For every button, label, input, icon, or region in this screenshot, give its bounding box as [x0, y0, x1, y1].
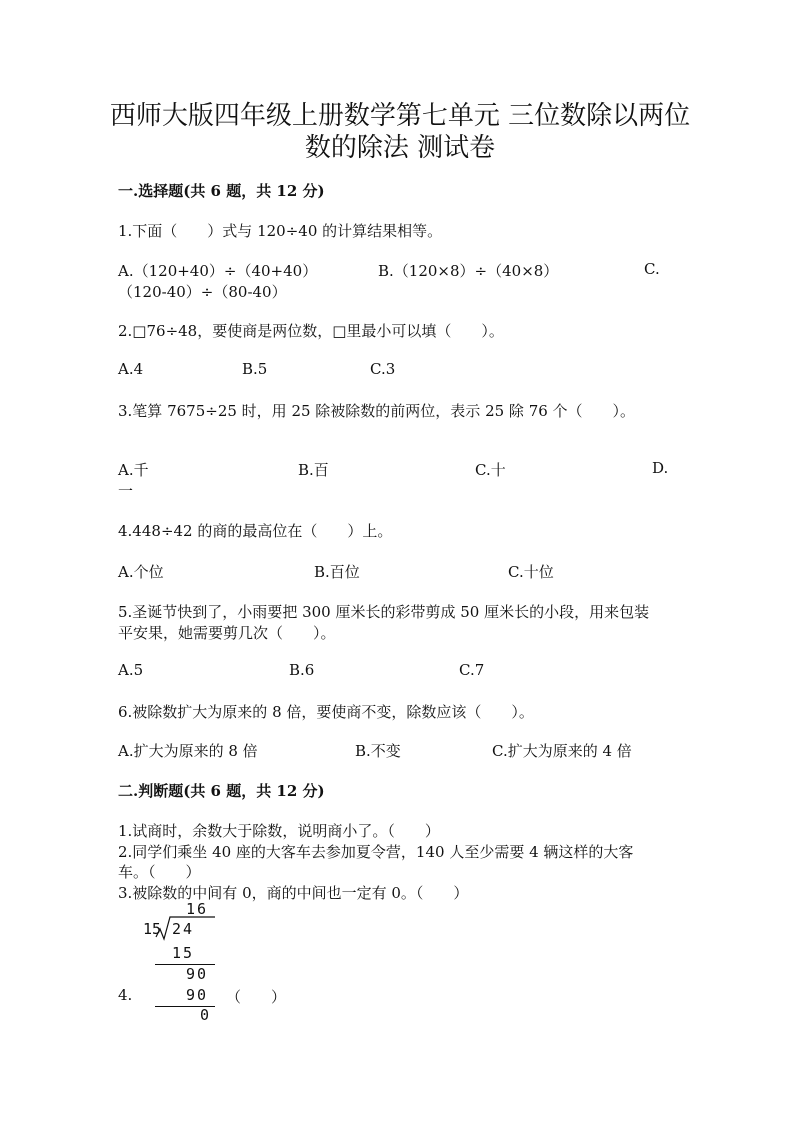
- question-4-stem: 4.448÷42 的商的最高位在（ ）上。: [118, 522, 393, 540]
- question-1-stem: 1.下面（ ）式与 120÷40 的计算结果相等。: [118, 222, 443, 240]
- long-division-remainder: 0: [200, 1006, 212, 1024]
- question-3-stem: 3.笔算 7675÷25 时，用 25 除被除数的前两位，表示 25 除 76 个（ ）。: [118, 402, 636, 420]
- question-6-option-c: C.扩大为原来的 4 倍: [492, 742, 632, 760]
- long-division-dividend: 24: [172, 920, 195, 938]
- long-division-divisor: 15: [143, 920, 162, 938]
- question-6-option-a: A.扩大为原来的 8 倍: [118, 742, 258, 760]
- judgement-4-number: 4.: [118, 986, 133, 1004]
- section-heading-choice: 一.选择题(共 6 题，共 12 分): [118, 182, 325, 200]
- question-4-option-c: C.十位: [508, 563, 554, 581]
- question-3-option-a: A.千: [118, 461, 149, 479]
- question-2-stem: 2.□76÷48，要使商是两位数，□里最小可以填（ ）。: [118, 322, 504, 340]
- judgement-4-paren: （ ）: [226, 988, 287, 1006]
- question-4-option-a: A.个位: [118, 563, 164, 581]
- question-1-option-c-text: （120-40）÷（80-40）: [118, 283, 287, 301]
- long-division-quotient: 16: [186, 900, 209, 918]
- question-1-option-b: B.（120×8）÷（40×8）: [378, 262, 559, 280]
- question-5-option-a: A.5: [118, 661, 144, 679]
- question-3-option-d: D.: [652, 459, 669, 477]
- long-division-step3: 90: [186, 986, 209, 1004]
- question-2-option-c: C.3: [370, 360, 396, 378]
- long-division-step1: 15: [172, 944, 195, 962]
- question-2-option-b: B.5: [242, 360, 268, 378]
- question-3-option-d-text: 一: [118, 482, 134, 500]
- judgement-2-line1: 2.同学们乘坐 40 座的大客车去参加夏令营，140 人至少需要 4 辆这样的大客: [118, 843, 634, 861]
- question-6-option-b: B.不变: [355, 742, 401, 760]
- question-1-option-c: C.: [644, 260, 660, 278]
- question-2-option-a: A.4: [118, 360, 144, 378]
- page-title-line2: 数的除法 测试卷: [304, 133, 496, 163]
- question-3-option-b: B.百: [298, 461, 329, 479]
- section-heading-judgement: 二.判断题(共 6 题，共 12 分): [118, 782, 325, 800]
- question-4-option-b: B.百位: [314, 563, 360, 581]
- page-title-line1: 西师大版四年级上册数学第七单元 三位数除以两位: [109, 101, 691, 131]
- judgement-3: 3.被除数的中间有 0，商的中间也一定有 0。（ ）: [118, 884, 469, 902]
- question-6-stem: 6.被除数扩大为原来的 8 倍，要使商不变，除数应该（ ）。: [118, 703, 534, 721]
- question-1-option-a: A.（120+40）÷（40+40）: [118, 262, 318, 280]
- judgement-1: 1.试商时，余数大于除数，说明商小了。（ ）: [118, 822, 440, 840]
- question-5-stem-line2: 平安果，她需要剪几次（ ）。: [118, 624, 336, 642]
- judgement-2-line2: 车。（ ）: [118, 863, 201, 881]
- long-division-step2: 90: [186, 965, 209, 983]
- question-3-option-c: C.十: [475, 461, 506, 479]
- question-5-stem-line1: 5.圣诞节快到了，小雨要把 300 厘米长的彩带剪成 50 厘米长的小段，用来包装: [118, 603, 650, 621]
- question-5-option-c: C.7: [459, 661, 485, 679]
- question-5-option-b: B.6: [289, 661, 315, 679]
